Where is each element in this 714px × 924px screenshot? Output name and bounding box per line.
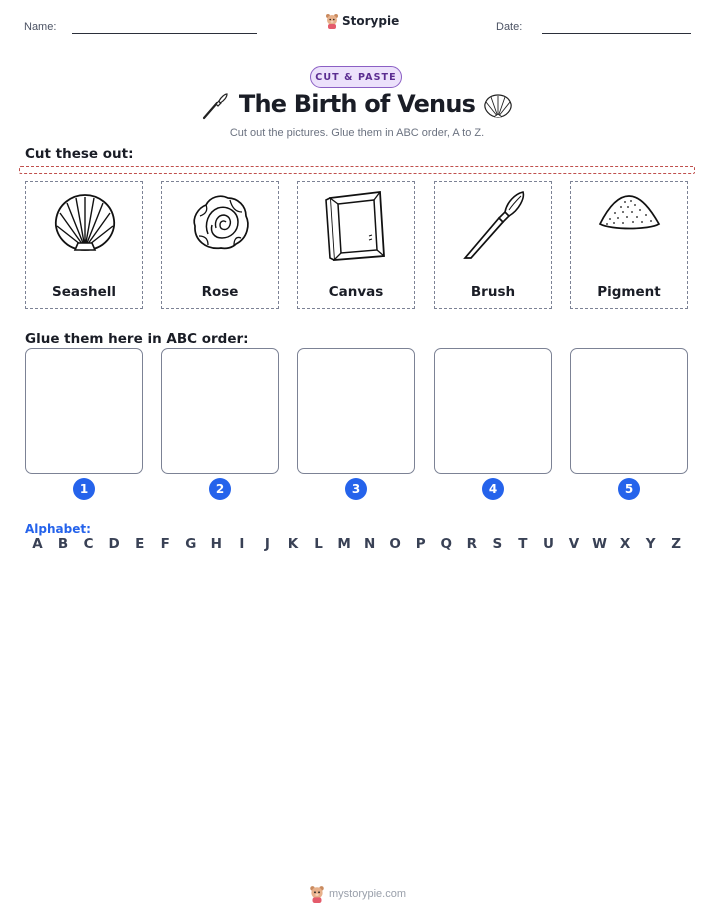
glue-slot-3[interactable] — [297, 348, 415, 474]
rose-icon — [186, 188, 256, 258]
cut-card-rose[interactable] — [161, 181, 279, 309]
alphabet-heading: Alphabet: — [25, 522, 91, 536]
footer-site: mystorypie.com — [329, 888, 407, 900]
glue-slot-1[interactable] — [25, 348, 143, 474]
card-label: Rose — [201, 284, 239, 300]
footer — [309, 885, 406, 903]
seashell-icon — [50, 188, 120, 258]
card-label: Canvas — [328, 284, 384, 300]
alphabet-letter: B — [57, 536, 69, 552]
cut-card-seashell[interactable] — [25, 181, 143, 309]
alphabet-letter: U — [542, 536, 554, 552]
alphabet-letter: Y — [645, 536, 656, 552]
instructions-text: Cut out the pictures. Glue them in ABC order, A to Z. — [229, 127, 485, 139]
alphabet-letter: V — [568, 536, 580, 552]
date-line — [542, 33, 691, 34]
alphabet-letter: P — [415, 536, 426, 552]
storypie-logo — [325, 13, 399, 29]
alphabet-letter: D — [108, 536, 120, 552]
slot-number-badge: 2 — [209, 478, 231, 500]
cut-dashed-line — [19, 166, 695, 174]
date-label: Date: — [496, 21, 523, 33]
slot-number-badge: 1 — [73, 478, 95, 500]
alphabet-letter: C — [83, 536, 94, 552]
page-title: The Birth of Venus — [238, 90, 476, 118]
alphabet-letter: Z — [671, 536, 682, 552]
alphabet-letter: R — [466, 536, 477, 552]
cut-heading: Cut these out: — [25, 146, 134, 162]
name-line — [72, 33, 257, 34]
alphabet-letter: T — [518, 536, 528, 552]
cut-paste-badge: CUT & PASTE — [310, 66, 402, 88]
slot-number-badge: 4 — [482, 478, 504, 500]
pigment-icon — [595, 188, 665, 238]
seashell-title-icon — [482, 93, 514, 119]
alphabet-letter: N — [363, 536, 376, 552]
brand-name: Storypie — [342, 14, 400, 28]
alphabet-letter: S — [492, 536, 503, 552]
alphabet-letter: X — [619, 536, 631, 552]
slot-number-badge: 5 — [618, 478, 640, 500]
bear-mascot-icon — [309, 885, 325, 903]
bear-mascot-icon — [325, 13, 339, 29]
card-label: Pigment — [597, 284, 661, 300]
brush-icon — [459, 188, 531, 262]
glue-slot-5[interactable] — [570, 348, 688, 474]
alphabet-letter: H — [210, 536, 222, 552]
glue-slot-4[interactable] — [434, 348, 552, 474]
card-label: Seashell — [51, 284, 117, 300]
alphabet-letter: G — [185, 536, 197, 552]
glue-heading: Glue them here in ABC order: — [25, 331, 249, 347]
alphabet-letter: O — [389, 536, 401, 552]
slot-number-badge: 3 — [345, 478, 367, 500]
canvas-icon — [322, 188, 392, 262]
alphabet-letter: F — [160, 536, 170, 552]
name-label: Name: — [24, 21, 57, 33]
card-label: Brush — [470, 284, 516, 300]
alphabet-letter: A — [32, 536, 43, 552]
alphabet-letter: M — [337, 536, 351, 552]
alphabet-letter: E — [135, 536, 145, 552]
cut-card-brush[interactable] — [434, 181, 552, 309]
glue-slot-2[interactable] — [161, 348, 279, 474]
alphabet-row — [25, 536, 689, 552]
alphabet-letter: I — [239, 536, 245, 552]
cut-card-pigment[interactable] — [570, 181, 688, 309]
alphabet-letter: K — [287, 536, 299, 552]
alphabet-letter: L — [314, 536, 323, 552]
cut-card-canvas[interactable] — [297, 181, 415, 309]
alphabet-letter: W — [592, 536, 607, 552]
alphabet-letter: J — [264, 536, 270, 552]
alphabet-letter: Q — [440, 536, 452, 552]
